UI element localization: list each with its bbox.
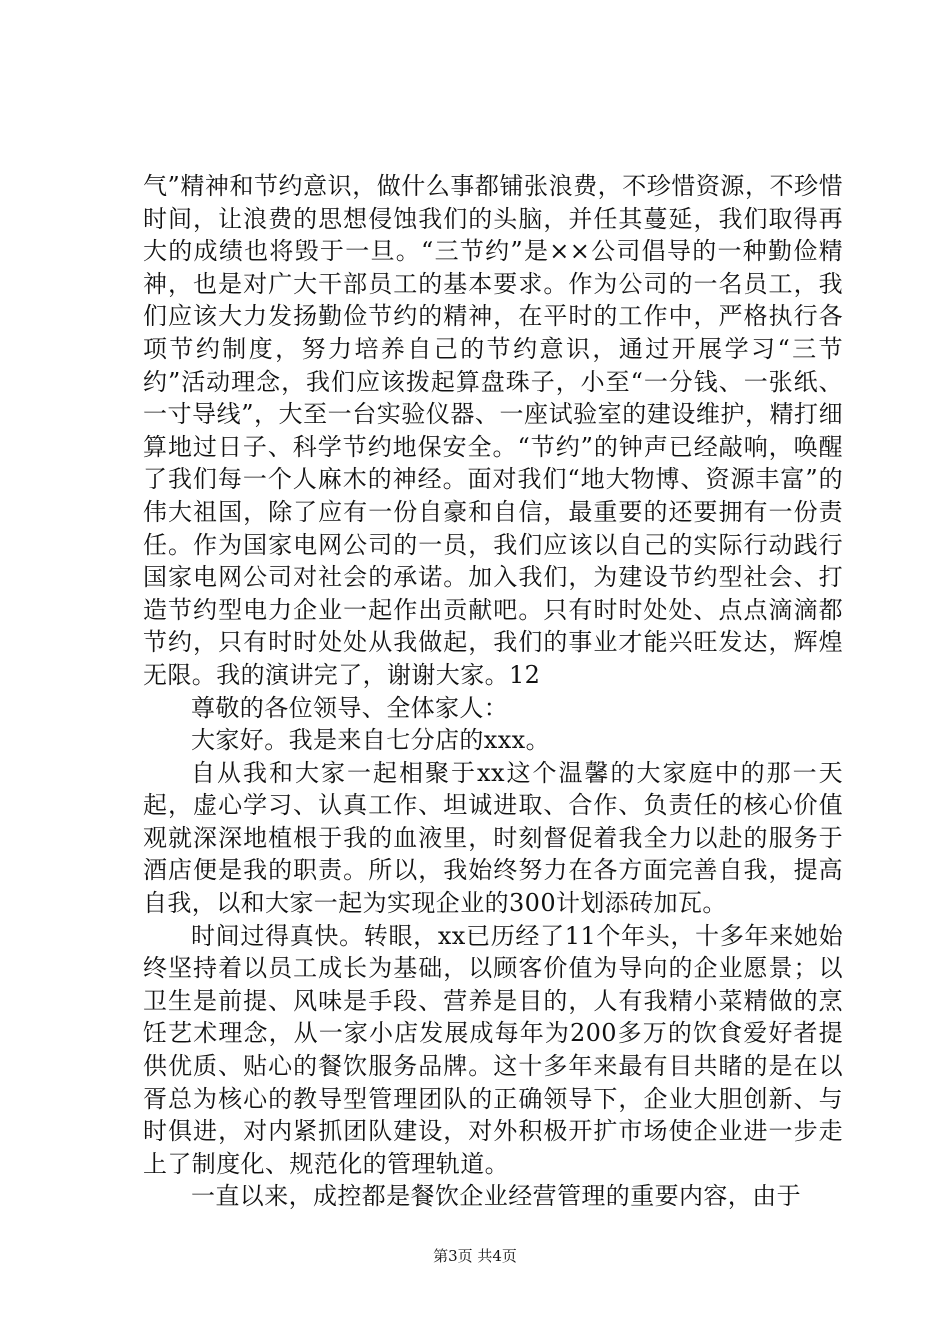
paragraph-2: 尊敬的各位领导、全体家人：	[191, 693, 509, 722]
paragraph-1: 气”精神和节约意识，做什么事都铺张浪费，不珍惜资源，不珍惜时间，让浪费的思想侵蚀我们的头脑，并任其蔓延，我们取得再大的成绩也将毁于一旦。“三节约”是××公司倡导的一种勤俭精神，也是对广大干部员工的基本要求。作为公司的一名员工，我们应该大力发扬勤俭节约的精神，在平时的工作中，严格执行各项节约制度，努力培养自己的节约意识，通过开展学习“三节约”活动理念，我们应该拨起算盘珠子，小至“一分钱、一张纸、一寸导线”，大至一台实验仪器、一座试验室的建设维护，精打细算地过日子、科学节约地保安全。“节约”的钟声已经敲响，唤醒了我们每一个人麻木的神经。面对我们“地大物博、资源丰富”的伟大祖国，除了应有一份自豪和自信，最重要的还要拥有一份责任。作为国家电网公司的一员，我们应该以自己的实际行动践行国家电网公司对社会的承诺。加入我们，为建设节约型社会、打造节约型电力企业一起作出贡献吧。只有时时处处、点点滴滴都节约，只有时时处处从我做起，我们的事业才能兴旺发达，辉煌无限。我的演讲完了，谢谢大家。12	[143, 172, 843, 689]
page-footer: 第3页 共4页	[433, 1247, 517, 1265]
paragraph-4: 自从我和大家一起相聚于xx这个温馨的大家庭中的那一天起，虚心学习、认真工作、坦诚进取、合作、负责任的核心价值观就深深地植根于我的血液里，时刻督促着我全力以赴的服务于酒店便是我的职责。所以，我始终努力在各方面完善自我，提高自我，以和大家一起为实现企业的300计划添砖加瓦。	[143, 758, 843, 918]
paragraph-6: 一直以来，成控都是餐饮企业经营管理的重要内容，由于	[191, 1182, 801, 1211]
document-body	[143, 170, 843, 1213]
paragraph-3: 大家好。我是来自七分店的xxx。	[191, 726, 551, 755]
paragraph-5: 时间过得真快。转眼，xx已历经了11个年头，十多年来她始终坚持着以员工成长为基础，以顾客价值为导向的企业愿景；以卫生是前提、风味是手段、营养是目的，人有我精小菜精做的烹饪艺术理念，从一家小店发展成每年为200多万的饮食爱好者提供优质、贴心的餐饮服务品牌。这十多年来最有目共睹的是在以胥总为核心的教导型管理团队的正确领导下，企业大胆创新、与时俱进，对内紧抓团队建设，对外积极开扩市场使企业进一步走上了制度化、规范化的管理轨道。	[143, 921, 843, 1178]
